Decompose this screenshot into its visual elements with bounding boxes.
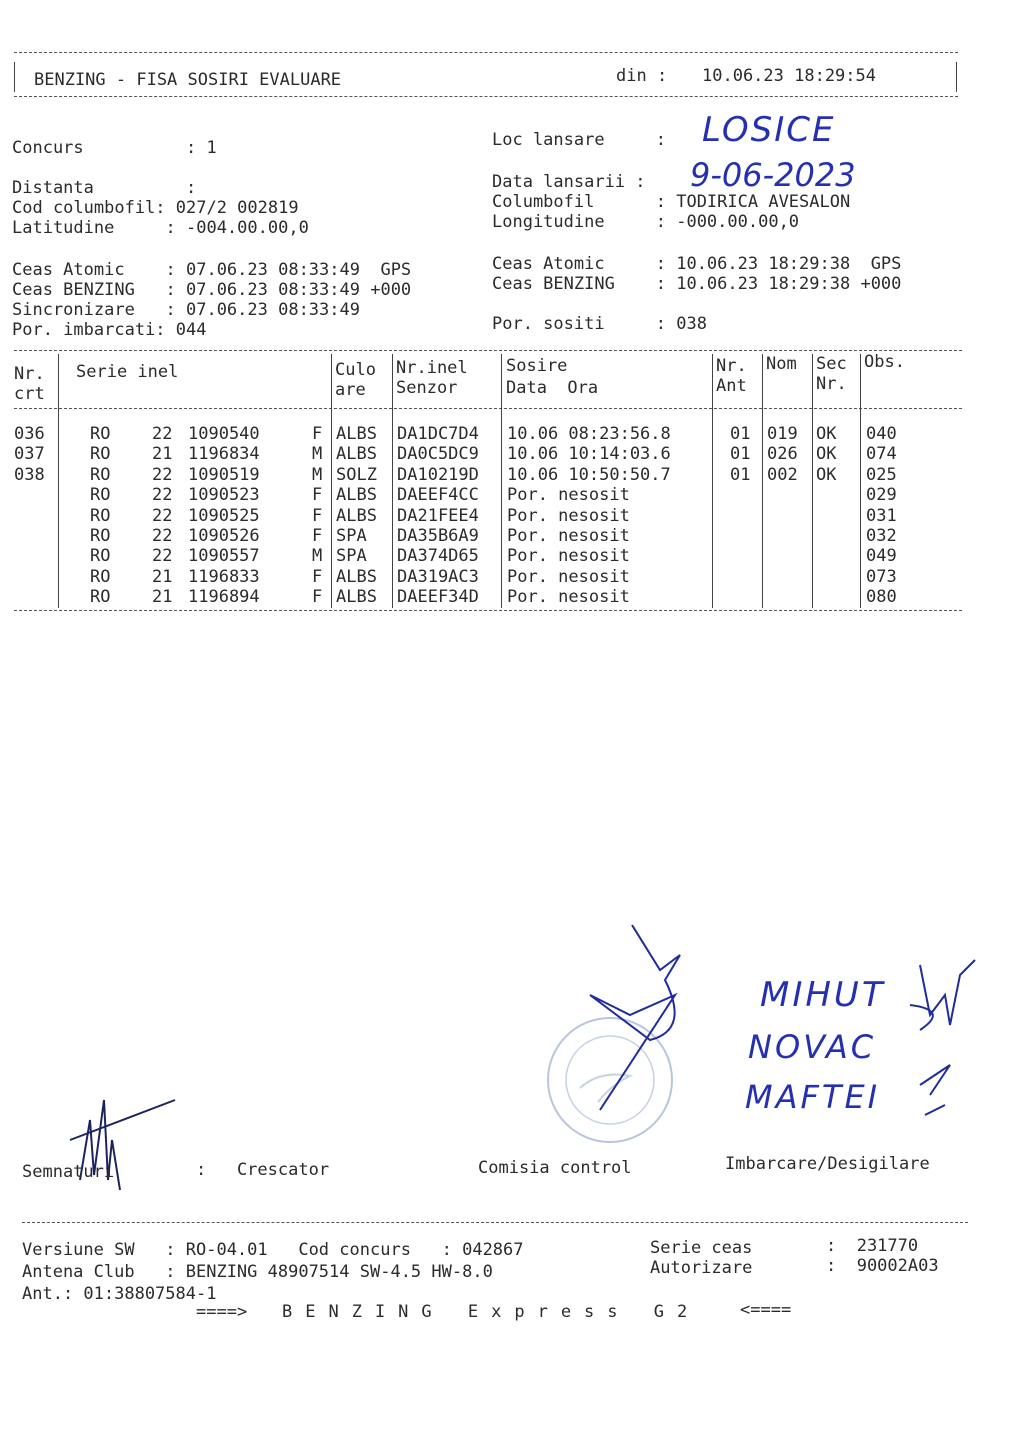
row-sex: M	[312, 546, 323, 567]
footer-autorizare-label: Autorizare	[650, 1258, 753, 1278]
row-color: SOLZ	[336, 464, 377, 485]
row-country: RO	[90, 444, 111, 465]
row-country: RO	[90, 526, 111, 546]
ceas-benzing-right: Ceas BENZING : 10.06.23 18:29:38 +000	[492, 274, 902, 294]
sincronizare-field: Sincronizare : 07.06.23 08:33:49	[12, 300, 360, 320]
comisia-signature	[570, 920, 700, 1120]
row-year: 21	[152, 587, 173, 608]
table-row	[0, 424, 1024, 444]
row-color: ALBS	[336, 424, 377, 444]
header-senzor: Senzor	[396, 378, 458, 398]
table-row	[0, 465, 1024, 485]
row-sex: F	[312, 526, 323, 546]
concurs-field: Concurs : 1	[12, 138, 217, 158]
row-ring-number: 1196833	[188, 566, 260, 587]
row-sex: F	[312, 505, 323, 526]
row-sensor: DAEEF4CC	[397, 485, 479, 506]
row-obs: 040	[866, 424, 897, 444]
row-sensor: DA0C5DC9	[397, 444, 479, 465]
row-arrival: Por. nesosit	[507, 587, 630, 608]
row-country: RO	[90, 587, 111, 608]
row-nom: 026	[767, 444, 798, 465]
row-color: ALBS	[336, 566, 377, 587]
row-number: 038	[14, 464, 45, 485]
row-arrival: Por. nesosit	[507, 505, 630, 526]
row-nom: 019	[767, 424, 798, 444]
loc-lansare-field: Loc lansare :	[492, 130, 666, 150]
table-row	[0, 485, 1024, 505]
handwritten-name-1: MIHUT	[760, 975, 886, 1015]
row-sex: F	[312, 587, 323, 608]
row-color: ALBS	[336, 505, 377, 526]
row-ring-number: 1090557	[188, 546, 260, 567]
header-culoare-line1: Culo	[335, 360, 376, 380]
footer-autorizare-value: : 90002A03	[826, 1256, 939, 1276]
row-year: 22	[152, 424, 173, 444]
row-ring-number: 1090525	[188, 505, 260, 526]
footer-serie-ceas-label: Serie ceas	[650, 1238, 753, 1258]
row-sensor: DA319AC3	[397, 566, 479, 587]
header-sosire: Sosire	[506, 356, 568, 376]
row-ring-number: 1090523	[188, 485, 260, 506]
document-title: BENZING - FISA SOSIRI EVALUARE	[34, 70, 342, 90]
row-arrival: Por. nesosit	[507, 526, 630, 546]
longitudine-field: Longitudine : -000.00.00,0	[492, 212, 800, 232]
table-row	[0, 567, 1024, 587]
crescator-label: : Crescator	[196, 1160, 330, 1180]
ceas-atomic-left: Ceas Atomic : 07.06.23 08:33:49 GPS	[12, 260, 412, 280]
table-row	[0, 526, 1024, 546]
header-sec-line1: Sec	[816, 354, 847, 374]
row-arrival: Por. nesosit	[507, 546, 630, 567]
row-obs: 029	[866, 485, 897, 506]
row-obs: 080	[866, 587, 897, 608]
row-obs: 032	[866, 526, 897, 546]
header-nr-inel: Nr.inel	[396, 358, 468, 378]
handwritten-name-2: NOVAC	[748, 1028, 877, 1066]
row-sec: OK	[816, 424, 837, 444]
latitudine-field: Latitudine : -004.00.00,0	[12, 218, 309, 238]
distanta-field: Distanta :	[12, 178, 197, 198]
row-antenna: 01	[730, 444, 751, 465]
por-sositi-field: Por. sositi : 038	[492, 314, 707, 334]
footer-rule	[22, 1222, 968, 1223]
row-color: ALBS	[336, 587, 377, 608]
row-arrival: Por. nesosit	[507, 485, 630, 506]
table-row	[0, 546, 1024, 566]
header-nom: Nom	[766, 354, 797, 374]
header-date-label: din :	[616, 66, 668, 86]
footer-arrow-left: ====>	[196, 1302, 248, 1322]
row-sensor: DAEEF34D	[397, 587, 479, 608]
header-sec-line2: Nr.	[816, 374, 847, 394]
footer-versiune: Versiune SW : RO-04.01 Cod concurs : 042867	[22, 1240, 524, 1260]
footer-arrow-right: <====	[740, 1300, 792, 1320]
footer-ant: Ant.: 01:38807584-1	[22, 1284, 217, 1304]
semnaturi-label: Semnaturi	[22, 1162, 115, 1182]
row-arrival: Por. nesosit	[507, 566, 630, 587]
handwritten-loc-lansare: LOSICE	[702, 110, 836, 150]
row-sex: F	[312, 566, 323, 587]
comisia-label: Comisia control	[478, 1158, 632, 1178]
header-obs: Obs.	[864, 352, 905, 372]
crescator-signature	[60, 1080, 190, 1200]
handwritten-data-lansarii: 9-06-2023	[690, 156, 856, 194]
row-year: 21	[152, 566, 173, 587]
row-ring-number: 1090519	[188, 464, 260, 485]
row-year: 21	[152, 444, 173, 465]
table-row	[0, 506, 1024, 526]
row-obs: 031	[866, 505, 897, 526]
row-country: RO	[90, 424, 111, 444]
header-culoare-line2: are	[335, 380, 366, 400]
header-serie-inel: Serie inel	[76, 362, 179, 382]
footer-antena: Antena Club : BENZING 48907514 SW-4.5 HW-8.0	[22, 1262, 493, 1282]
row-sex: F	[312, 485, 323, 506]
row-number: 037	[14, 444, 45, 465]
cod-columbofil-field: Cod columbofil: 027/2 002819	[12, 198, 299, 218]
row-sensor: DA21FEE4	[397, 505, 479, 526]
header-right-border	[956, 62, 957, 92]
row-country: RO	[90, 464, 111, 485]
header-nr-ant-line1: Nr.	[716, 356, 747, 376]
row-color: ALBS	[336, 444, 377, 465]
columbofil-field: Columbofil : TODIRICA AVESALON	[492, 192, 851, 212]
row-arrival: 10.06 10:14:03.6	[507, 444, 671, 465]
header-nr-crt-line1: Nr.	[14, 364, 45, 384]
row-arrival: 10.06 10:50:50.7	[507, 464, 671, 485]
header-left-border	[14, 62, 15, 92]
row-sex: M	[312, 444, 323, 465]
footer-express: BENZING Express G2	[282, 1302, 701, 1322]
row-year: 22	[152, 505, 173, 526]
row-sex: M	[312, 464, 323, 485]
header-top-rule	[14, 52, 958, 53]
row-sensor: DA35B6A9	[397, 526, 479, 546]
ceas-benzing-left: Ceas BENZING : 07.06.23 08:33:49 +000	[12, 280, 412, 300]
row-country: RO	[90, 566, 111, 587]
row-sensor: DA374D65	[397, 546, 479, 567]
handwritten-name-3: MAFTEI	[745, 1078, 881, 1116]
row-year: 22	[152, 485, 173, 506]
table-top-rule	[14, 350, 962, 351]
header-data-ora: Data Ora	[506, 378, 599, 398]
row-obs: 025	[866, 464, 897, 485]
row-year: 22	[152, 546, 173, 567]
footer-serie-ceas-value: : 231770	[826, 1236, 919, 1256]
header-nr-crt-line2: crt	[14, 384, 45, 404]
row-country: RO	[90, 546, 111, 567]
row-arrival: 10.06 08:23:56.8	[507, 424, 671, 444]
row-obs: 074	[866, 444, 897, 465]
row-ring-number: 1090540	[188, 424, 260, 444]
por-imbarcati-field: Por. imbarcati: 044	[12, 320, 207, 340]
row-obs: 073	[866, 566, 897, 587]
row-color: SPA	[336, 526, 367, 546]
header-nr-ant-line2: Ant	[716, 376, 747, 396]
row-color: ALBS	[336, 485, 377, 506]
row-nom: 002	[767, 464, 798, 485]
row-ring-number: 1196834	[188, 444, 260, 465]
row-color: SPA	[336, 546, 367, 567]
row-sensor: DA10219D	[397, 464, 479, 485]
row-country: RO	[90, 485, 111, 506]
table-row	[0, 587, 1024, 607]
row-sec: OK	[816, 464, 837, 485]
header-bottom-rule	[14, 96, 958, 97]
table-bottom-rule	[14, 610, 962, 611]
row-sex: F	[312, 424, 323, 444]
data-lansarii-field: Data lansarii :	[492, 172, 646, 192]
row-year: 22	[152, 526, 173, 546]
row-year: 22	[152, 464, 173, 485]
imbarcare-label: Imbarcare/Desigilare	[725, 1154, 930, 1174]
row-antenna: 01	[730, 464, 751, 485]
row-sensor: DA1DC7D4	[397, 424, 479, 444]
row-sec: OK	[816, 444, 837, 465]
header-date-value: 10.06.23 18:29:54	[702, 66, 876, 86]
row-antenna: 01	[730, 424, 751, 444]
row-ring-number: 1196894	[188, 587, 260, 608]
table-header-rule	[14, 408, 962, 409]
imbarcare-signature	[890, 955, 990, 1145]
ceas-atomic-right: Ceas Atomic : 10.06.23 18:29:38 GPS	[492, 254, 902, 274]
row-number: 036	[14, 424, 45, 444]
row-country: RO	[90, 505, 111, 526]
table-row	[0, 444, 1024, 464]
row-ring-number: 1090526	[188, 526, 260, 546]
row-obs: 049	[866, 546, 897, 567]
